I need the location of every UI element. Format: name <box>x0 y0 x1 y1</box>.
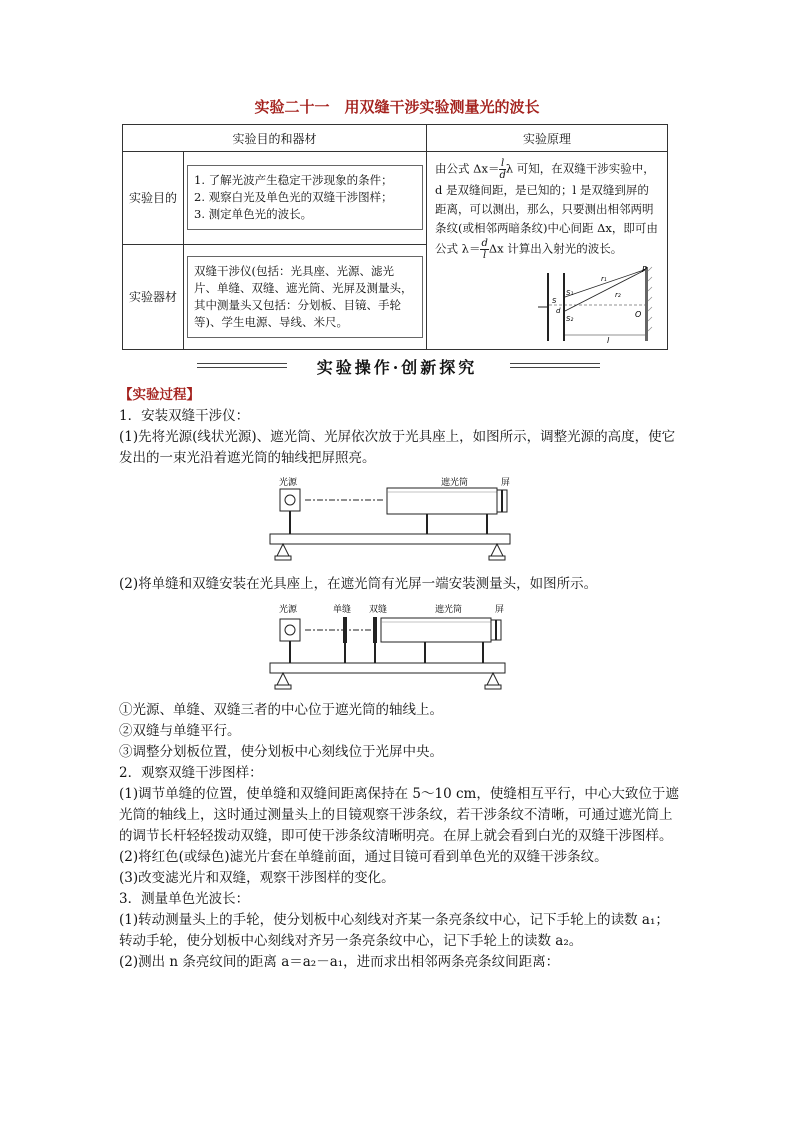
note-1: ①光源、单缝、双缝三者的中心位于遮光筒的轴线上。 <box>119 702 443 718</box>
purpose-item: 2. 观察白光及单色光的双缝干涉图样； <box>194 190 393 205</box>
process-header: 【实验过程】 <box>119 387 200 403</box>
principle-text: 由公式 Δx＝ $\frac{l}{d}$ λ 可知，在双缝干涉实验中，d 是双缝间距，是已知的；l 是双缝到屏的距离，可以测出，那么，只要测出相邻两明条纹(或相邻两暗条纹)中心间距 Δx，即可由公式 λ＝ $\frac{d}{l}$ Δx 计算出入射光的波长。 <box>435 158 658 261</box>
svg-text:O: O <box>635 310 642 319</box>
svg-text:屏: 屏 <box>495 605 505 615</box>
note-3: ③调整分划板位置，使分划板中心刻线位于光屏中央。 <box>119 744 443 760</box>
purpose-item: 3. 测定单色光的波长。 <box>194 207 313 222</box>
svg-text:单缝: 单缝 <box>333 605 352 615</box>
apparatus-figure-1 <box>265 476 535 572</box>
svg-text:S: S <box>552 297 557 305</box>
table-header-principle: 实验原理 <box>427 125 668 152</box>
svg-text:l: l <box>607 336 610 345</box>
experiment-table <box>122 124 668 350</box>
svg-text:遮光筒: 遮光筒 <box>435 605 463 615</box>
purpose-item: 1. 了解光波产生稳定干涉现象的条件； <box>194 173 393 188</box>
page-title: 实验二十一 用双缝干涉实验测量光的波长 <box>254 98 540 116</box>
note-2: ②双缝与单缝平行。 <box>119 723 241 739</box>
purpose-cell <box>184 152 427 245</box>
equipment-text: 双缝干涉仪(包括：光具座、光源、滤光片、单缝、双缝、遮光筒、光屏及测量头，其中测量头又包括：分划板、目镜、手轮等)、学生电源、导线、米尺。 <box>187 256 423 338</box>
step3-paragraph2: (2)测出 n 条亮纹间的距离 a＝a₂－a₁，进而求出相邻两条亮条纹间距离： <box>119 954 560 970</box>
svg-text:屏: 屏 <box>501 478 511 488</box>
svg-text:遮光筒: 遮光筒 <box>441 478 469 488</box>
step2-title: 2．观察双缝干涉图样： <box>119 765 263 781</box>
svg-text:S₂: S₂ <box>566 315 574 323</box>
svg-text:P: P <box>642 265 647 274</box>
step3-title: 3．测量单色光波长： <box>119 891 250 907</box>
process-part2 <box>119 700 679 973</box>
fraction-d-over-l: $\frac{d}{l}$ <box>481 238 488 261</box>
section-header-label: 实验操作·创新探究 <box>316 358 478 377</box>
svg-text:光源: 光源 <box>279 478 298 488</box>
process-part1 <box>119 385 679 469</box>
principle-cell <box>427 152 668 350</box>
step1-title: 1．安装双缝干涉仪： <box>119 408 250 424</box>
purpose-list <box>187 165 423 230</box>
double-slit-diagram <box>535 265 665 345</box>
purpose-label: 实验目的 <box>123 152 184 245</box>
step1-paragraph2-wrap <box>119 574 679 595</box>
apparatus-figure-2 <box>265 603 525 695</box>
svg-text:双缝: 双缝 <box>369 605 388 615</box>
equipment-cell <box>184 244 427 349</box>
fraction-l-over-d: $\frac{l}{d}$ <box>499 158 506 181</box>
step2-paragraph3: (3)改变滤光片和双缝，观察干涉图样的变化。 <box>119 870 395 886</box>
section-header <box>0 355 794 379</box>
step2-paragraph1: (1)调节单缝的位置，使单缝和双缝间距离保持在 5～10 cm，使缝相互平行，中心大致位于遮光筒的轴线上，这时通过测量头上的目镜观察干涉条纹，若干涉条纹不清晰，可通过遮光筒上的调节长杆轻轻拨动双缝，即可使干涉条纹清晰明亮。在屏上就会看到白光的双缝干涉图样。 <box>119 786 679 844</box>
svg-text:S₁: S₁ <box>566 289 574 297</box>
step1-paragraph2: (2)将单缝和双缝安装在光具座上，在遮光筒有光屏一端安装测量头，如图所示。 <box>119 576 598 592</box>
step1-paragraph1: (1)先将光源(线状光源)、遮光筒、光屏依次放于光具座上，如图所示，调整光源的高度，使它发出的一束光沿着遮光筒的轴线把屏照亮。 <box>119 429 676 466</box>
step3-paragraph1: (1)转动测量头上的手轮，使分划板中心刻线对齐某一条亮条纹中心，记下手轮上的读数 a₁；转动手轮，使分划板中心刻线对齐另一条亮条纹中心，记下手轮上的读数 a₂。 <box>119 912 669 949</box>
svg-text:r₁: r₁ <box>601 275 607 283</box>
table-header-purpose-equipment: 实验目的和器材 <box>123 125 427 152</box>
svg-text:r₂: r₂ <box>615 291 621 299</box>
step2-paragraph2: (2)将红色(或绿色)滤光片套在单缝前面，通过目镜可看到单色光的双缝干涉条纹。 <box>119 849 608 865</box>
svg-text:d: d <box>556 307 561 315</box>
svg-text:光源: 光源 <box>279 605 298 615</box>
equipment-label: 实验器材 <box>123 244 184 349</box>
